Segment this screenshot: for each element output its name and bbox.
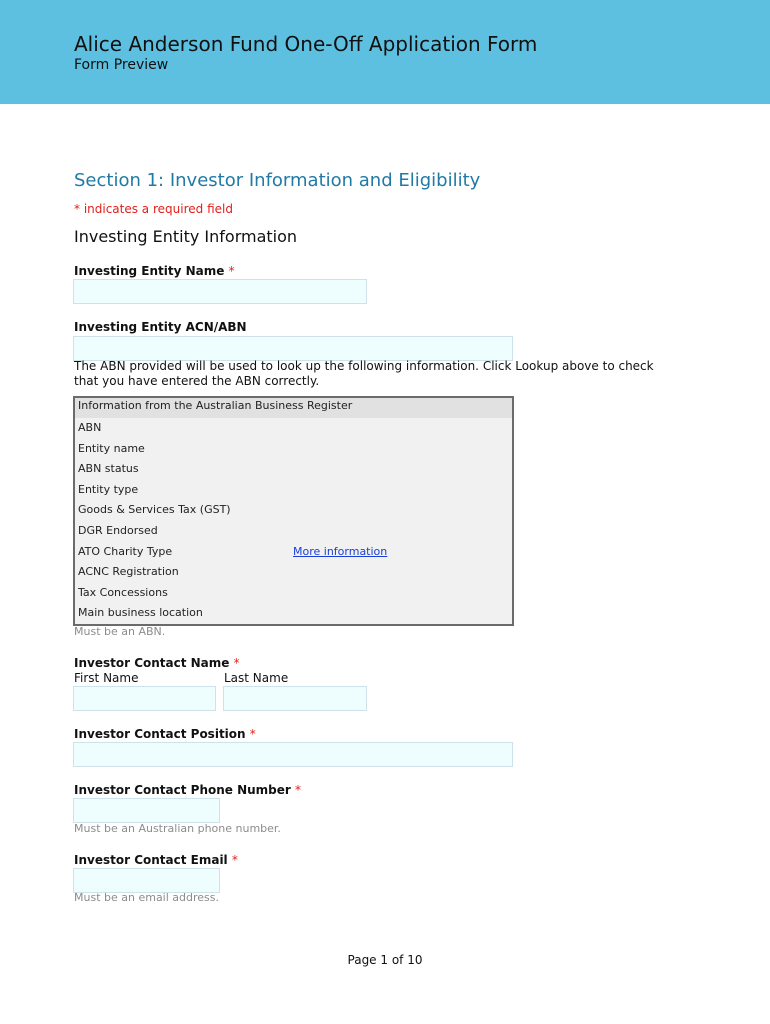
more-information-link[interactable]: More information bbox=[293, 544, 388, 558]
subsection-title: Investing Entity Information bbox=[74, 227, 298, 246]
abr-row-tax-concessions bbox=[75, 583, 512, 604]
abr-row-main-location bbox=[75, 603, 512, 624]
form-title: Alice Anderson Fund One-Off Application Form bbox=[74, 32, 538, 56]
abr-row-label: ATO Charity Type bbox=[78, 544, 173, 558]
abr-row-gst bbox=[75, 500, 512, 521]
required-marker: * bbox=[228, 264, 235, 278]
required-marker: * bbox=[231, 853, 238, 867]
abr-row-label: Entity name bbox=[78, 441, 145, 455]
contact-name-label bbox=[74, 656, 240, 670]
form-header bbox=[0, 0, 770, 104]
abr-row-label: Entity type bbox=[78, 482, 139, 496]
abr-row-ato-charity bbox=[75, 542, 512, 563]
first-name-input[interactable] bbox=[73, 686, 216, 711]
last-name-input[interactable] bbox=[223, 686, 367, 711]
required-marker: * bbox=[249, 727, 256, 741]
abr-info-panel bbox=[73, 396, 514, 626]
abr-row-entity-name bbox=[75, 439, 512, 460]
entity-abn-label: Investing Entity ACN/ABN bbox=[74, 320, 247, 334]
section-title: Section 1: Investor Information and Eligibility bbox=[74, 170, 481, 191]
required-marker: * bbox=[295, 783, 302, 797]
contact-email-input[interactable] bbox=[73, 868, 220, 893]
abn-description: The ABN provided will be used to look up the following information. Click Lookup above to check that you have entered the ABN correctly. bbox=[74, 359, 654, 388]
abr-row-abn bbox=[75, 418, 512, 439]
form-subtitle: Form Preview bbox=[74, 57, 169, 73]
abr-row-abn-status bbox=[75, 459, 512, 480]
abr-row-label: Tax Concessions bbox=[78, 585, 168, 599]
contact-position-input[interactable] bbox=[73, 742, 513, 767]
contact-email-label bbox=[74, 853, 238, 867]
abr-row-dgr bbox=[75, 521, 512, 542]
phone-help-text: Must be an Australian phone number. bbox=[74, 822, 281, 835]
contact-position-label-text: Investor Contact Position bbox=[74, 727, 246, 741]
first-name-label: First Name bbox=[74, 671, 139, 685]
contact-email-label-text: Investor Contact Email bbox=[74, 853, 228, 867]
required-marker: * bbox=[233, 656, 240, 670]
last-name-label: Last Name bbox=[224, 671, 289, 685]
entity-abn-input[interactable] bbox=[73, 336, 513, 361]
entity-name-label bbox=[74, 264, 235, 278]
abr-row-label: Goods & Services Tax (GST) bbox=[78, 503, 231, 517]
abr-row-label: Main business location bbox=[78, 606, 203, 620]
contact-phone-label-text: Investor Contact Phone Number bbox=[74, 783, 291, 797]
abn-help-text: Must be an ABN. bbox=[74, 625, 166, 638]
required-field-note: * indicates a required field bbox=[74, 202, 233, 216]
contact-name-label-text: Investor Contact Name bbox=[74, 656, 230, 670]
email-help-text: Must be an email address. bbox=[74, 891, 220, 904]
abr-row-label: ABN status bbox=[78, 462, 139, 476]
contact-phone-label bbox=[74, 783, 301, 797]
abr-row-label: ABN bbox=[78, 421, 102, 434]
entity-name-label-text: Investing Entity Name bbox=[74, 264, 225, 278]
entity-name-input[interactable] bbox=[73, 279, 367, 304]
abr-row-acnc bbox=[75, 562, 512, 583]
contact-phone-input[interactable] bbox=[73, 798, 220, 823]
page-indicator: Page 1 of 10 bbox=[347, 953, 423, 967]
abr-row-entity-type bbox=[75, 480, 512, 501]
contact-position-label bbox=[74, 727, 256, 741]
abr-row-label: DGR Endorsed bbox=[78, 523, 158, 537]
abr-row-label: ACNC Registration bbox=[78, 565, 179, 579]
abr-info-header: Information from the Australian Business Register bbox=[75, 398, 512, 418]
